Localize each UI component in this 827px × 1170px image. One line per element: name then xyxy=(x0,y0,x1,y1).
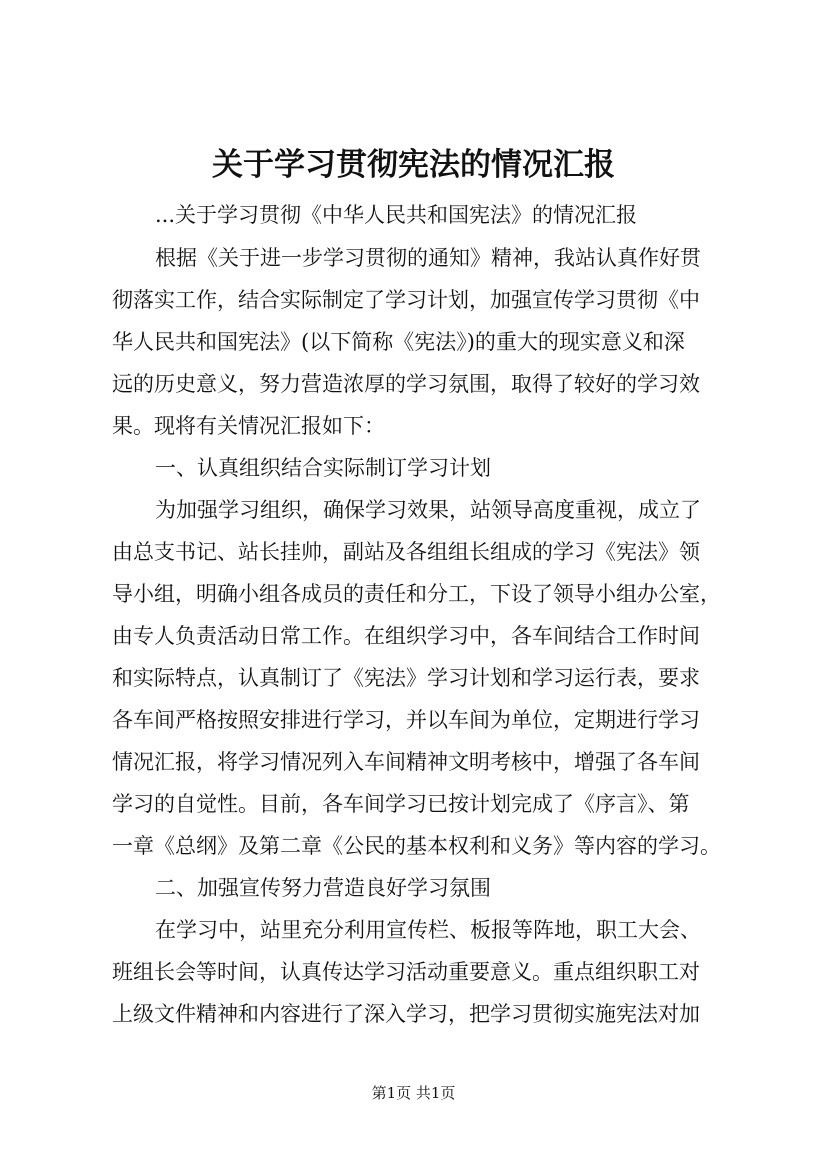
body-line: 和实际特点，认真制订了《宪法》学习计划和学习运行表，要求 xyxy=(112,666,700,690)
body-line: 华人民共和国宪法》(以下简称《宪法》)的重大的现实意义和深 xyxy=(112,330,685,354)
body-line: 在学习中，站里充分利用宣传栏、板报等阵地，职工大会、 xyxy=(155,918,701,942)
body-line: 各车间严格按照安排进行学习，并以车间为单位，定期进行学习 xyxy=(112,708,700,732)
body-line: 导小组，明确小组各成员的责任和分工，下设了领导小组办公室， xyxy=(112,582,721,606)
body-line: 由专人负责活动日常工作。在组织学习中，各车间结合工作时间 xyxy=(112,624,700,648)
body-line: 根据《关于进一步学习贯彻的通知》精神，我站认真作好贯 xyxy=(155,246,701,270)
body-line: 班组长会等时间，认真传达学习活动重要意义。重点组织职工对 xyxy=(112,960,700,984)
body-line: 一章《总纲》及第二章《公民的基本权利和义务》等内容的学习。 xyxy=(112,834,721,858)
body-line: 上级文件精神和内容进行了深入学习，把学习贯彻实施宪法对加 xyxy=(112,1002,700,1026)
body-line: 彻落实工作，结合实际制定了学习计划，加强宣传学习贯彻《中 xyxy=(112,288,700,312)
document-title: 关于学习贯彻宪法的情况汇报 xyxy=(212,147,615,183)
body-line: 远的历史意义，努力营造浓厚的学习氛围，取得了较好的学习效 xyxy=(112,372,700,396)
body-line: 为加强学习组织，确保学习效果，站领导高度重视，成立了 xyxy=(155,498,701,522)
body-line: 情况汇报，将学习情况列入车间精神文明考核中，增强了各车间 xyxy=(112,750,700,774)
section-heading-2: 二、加强宣传努力营造良好学习氛围 xyxy=(155,876,491,900)
page-number-footer: 第1页 共1页 xyxy=(371,1084,456,1102)
body-line: 由总支书记、站长挂帅，副站及各组组长组成的学习《宪法》领 xyxy=(112,540,700,564)
subtitle-line: ...关于学习贯彻《中华人民共和国宪法》的情况汇报 xyxy=(155,203,638,227)
body-line: 果。现将有关情况汇报如下： xyxy=(112,414,385,438)
body-line: 学习的自觉性。目前，各车间学习已按计划完成了《序言》、第 xyxy=(112,792,690,816)
section-heading-1: 一、认真组织结合实际制订学习计划 xyxy=(155,456,491,480)
